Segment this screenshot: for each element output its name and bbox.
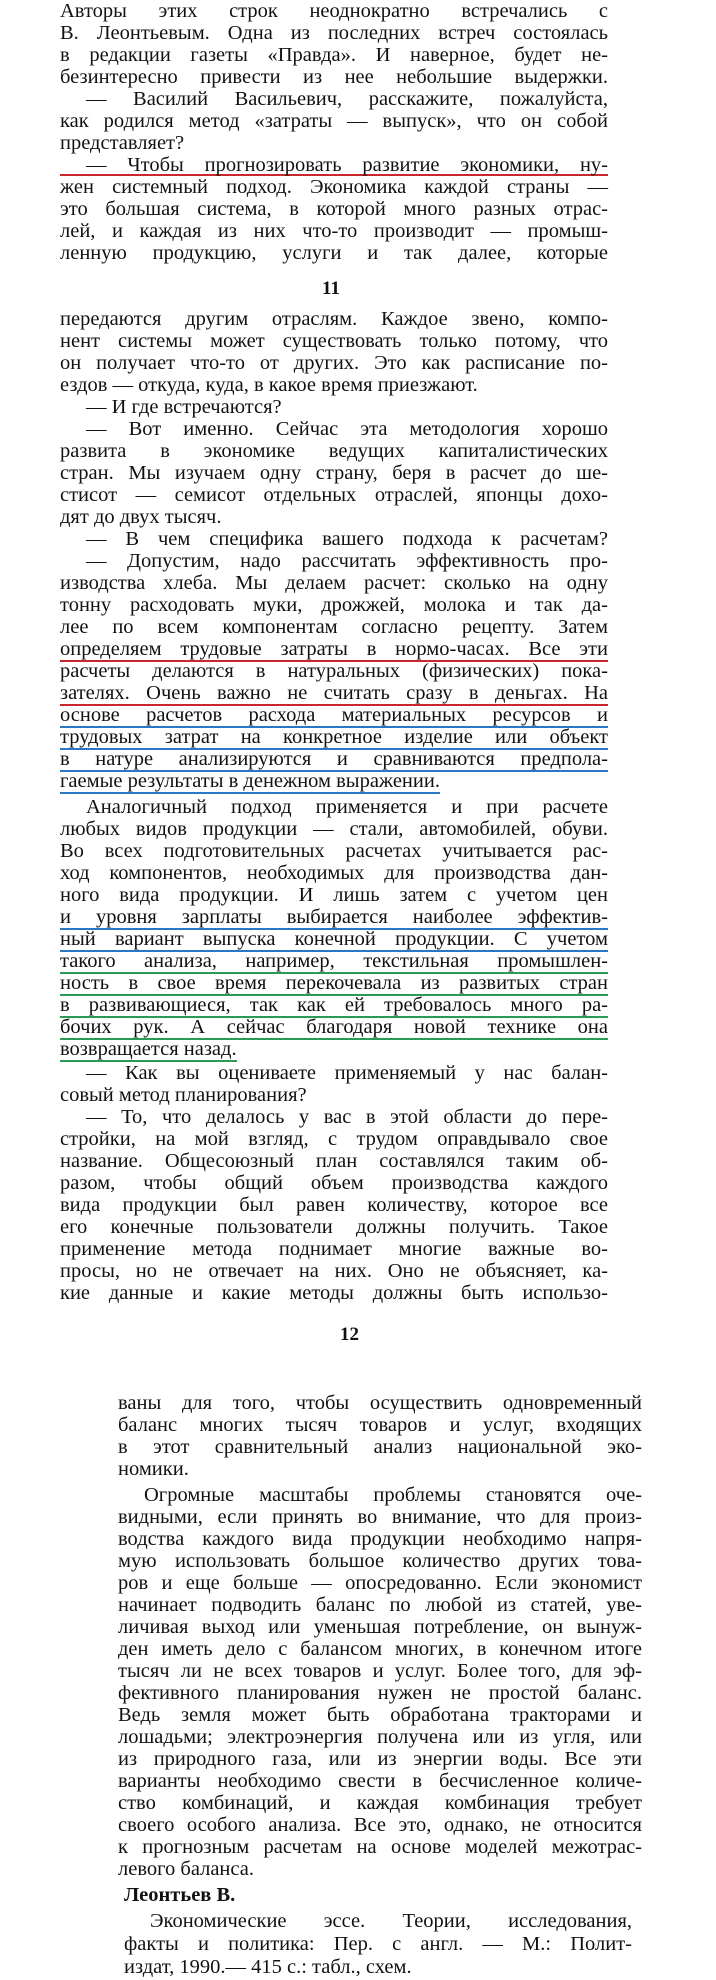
text-line: лее по всем компонентам согласно рецепту. Затем bbox=[60, 616, 608, 638]
text-line: стран. Мы изучаем одну страну, беря в расчет до ше- bbox=[60, 462, 608, 484]
text-line: совый метод планирования? bbox=[60, 1084, 307, 1106]
text-line: вида продукции был равен количеству, которое все bbox=[60, 1194, 608, 1216]
text-line: ство комбинаций, и каждая комбинация требует bbox=[118, 1792, 642, 1814]
text-line: в редакции газеты «Правда». И наверное, будет не- bbox=[60, 44, 608, 66]
text-line: — Василий Васильевич, расскажите, пожалуйста, bbox=[86, 88, 608, 110]
text-line: баланс многих тысяч товаров и услуг, входящих bbox=[118, 1414, 642, 1436]
text-line: он получает что-то от других. Это как расписание по- bbox=[60, 352, 608, 374]
text-line: водства каждого вида продукции необходимо напря- bbox=[118, 1528, 642, 1550]
text-line: — В чем специфика вашего подхода к расчетам? bbox=[86, 528, 608, 550]
text-line: ден иметь дело с балансом многих, в конечном итоге bbox=[118, 1638, 642, 1660]
text-line-highlighted: зателях. Очень важно не считать сразу в деньгах. На bbox=[60, 682, 608, 704]
text-line: просы, но не отвечает на них. Оно не объясняет, ка- bbox=[60, 1260, 608, 1282]
text-line: ного вида продукции. И лишь затем с учетом цен bbox=[60, 884, 608, 906]
text-line: жен системный подход. Экономика каждой страны — bbox=[60, 176, 608, 198]
text-line: тонну расходовать муки, дрожжей, молока и так да- bbox=[60, 594, 608, 616]
text-line: видными, если принять во внимание, что для произ- bbox=[118, 1506, 642, 1528]
text-line: стисот — семисот отдельных отраслей, японцы дохо- bbox=[60, 484, 608, 506]
text-line: ваны для того, чтобы осуществить одновременный bbox=[118, 1392, 642, 1414]
text-line-highlighted: трудовых затрат на конкретное изделие или объект bbox=[60, 726, 608, 748]
text-line: Огромные масштабы проблемы становятся оче- bbox=[144, 1484, 642, 1506]
text-line: кие данные и какие методы должны быть использо- bbox=[60, 1282, 608, 1304]
text-line: номики. bbox=[118, 1458, 189, 1480]
text-line: стройки, на мой взгляд, с трудом оправдывало свое bbox=[60, 1128, 608, 1150]
text-line-highlighted: возвращается назад. bbox=[60, 1038, 237, 1060]
text-line: к прогнозным расчетам на основе моделей межотрас- bbox=[118, 1836, 642, 1858]
bib-line: издат, 1990.— 415 с.: табл., схем. bbox=[124, 1956, 412, 1978]
text-line: применение метода поднимает многие важные во- bbox=[60, 1238, 608, 1260]
text-line: нент системы может существовать только потому, что bbox=[60, 330, 608, 352]
text-line: ездов — откуда, куда, в какое время приезжают. bbox=[60, 374, 478, 396]
page-number: 11 bbox=[322, 278, 340, 299]
text-line: передаются другим отраслям. Каждое звено, компо- bbox=[60, 308, 608, 330]
text-line-highlighted: в натуре анализируются и сравниваются предпола- bbox=[60, 748, 608, 770]
text-line: — Вот именно. Сейчас эта методология хорошо bbox=[86, 418, 608, 440]
text-line: ров и еще больше — опосредованно. Если экономист bbox=[118, 1572, 642, 1594]
text-line: развита в экономике ведущих капиталистических bbox=[60, 440, 608, 462]
text-line: — Как вы оцениваете применяемый у нас балан- bbox=[86, 1062, 608, 1084]
text-line: В. Леонтьевым. Одна из последних встреч состоялась bbox=[60, 22, 608, 44]
text-line: лошадьми; электроэнергия получена или из угля, или bbox=[118, 1726, 642, 1748]
text-line: это большая система, в которой много разных отрас- bbox=[60, 198, 608, 220]
text-line: — И где встречаются? bbox=[86, 396, 282, 418]
text-line: Ведь земля может быть обработана тракторами и bbox=[118, 1704, 642, 1726]
text-line-highlighted: ность в свое время перекочевала из развитых стран bbox=[60, 972, 608, 994]
text-line: мую использовать большое количество других това- bbox=[118, 1550, 642, 1572]
text-line-highlighted: гаемые результаты в денежном выражении. bbox=[60, 770, 440, 792]
text-line: из природного газа, или из энергии воды. Все эти bbox=[118, 1748, 642, 1770]
text-line: начинает подводить баланс по любой из статей, уве- bbox=[118, 1594, 642, 1616]
text-line: ленную продукцию, услуги и так далее, которые bbox=[60, 242, 608, 264]
text-line-highlighted: такого анализа, например, текстильная промышлен- bbox=[60, 950, 608, 972]
text-line: лей, и каждая из них что-то производит — промыш- bbox=[60, 220, 608, 242]
text-line-highlighted: ный вариант выпуска конечной продукции. С учетом bbox=[60, 928, 608, 950]
text-line: безинтересно привести из нее небольшие выдержки. bbox=[60, 66, 608, 88]
text-line: любых видов продукции — стали, автомобилей, обуви. bbox=[60, 818, 608, 840]
text-line-highlighted: бочих рук. А сейчас благодаря новой технике она bbox=[60, 1016, 608, 1038]
text-line-highlighted: определяем трудовые затраты в нормо-часах. Все эти bbox=[60, 638, 608, 660]
text-line-highlighted: в развивающиеся, так как ей требовалось много ра- bbox=[60, 994, 608, 1016]
text-line: тысяч ли не всех товаров и услуг. Более того, для эф- bbox=[118, 1660, 642, 1682]
text-line: в этот сравнительный анализ национальной эко- bbox=[118, 1436, 642, 1458]
bib-line: Экономические эссе. Теории, исследования, bbox=[150, 1910, 632, 1932]
text-line: — То, что делалось у вас в этой области до пере- bbox=[86, 1106, 608, 1128]
text-line: Авторы этих строк неоднократно встречались с bbox=[60, 0, 608, 22]
text-line-highlighted: — Чтобы прогнозировать развитие экономики, ну- bbox=[60, 154, 608, 176]
text-line: Во всех подготовительных расчетах учитывается рас- bbox=[60, 840, 608, 862]
text-line: название. Общесоюзный план составлялся таким об- bbox=[60, 1150, 608, 1172]
text-line-highlighted: основе расчетов расхода материальных ресурсов и bbox=[60, 704, 608, 726]
text-line: как родился метод «затраты — выпуск», что он собой bbox=[60, 110, 608, 132]
text-line: фективного планирования нужен не простой баланс. bbox=[118, 1682, 642, 1704]
text-line: расчеты делаются в натуральных (физических) пока- bbox=[60, 660, 608, 682]
text-line-highlighted: и уровня зарплаты выбирается наиболее эффектив- bbox=[60, 906, 608, 928]
text-line: Аналогичный подход применяется и при расчете bbox=[86, 796, 608, 818]
bib-author: Леонтьев В. bbox=[124, 1884, 236, 1906]
text-line: дят до двух тысяч. bbox=[60, 506, 222, 528]
text-line: изводства хлеба. Мы делаем расчет: сколько на одну bbox=[60, 572, 608, 594]
text-line: представляет? bbox=[60, 132, 185, 154]
text-line: — Допустим, надо рассчитать эффективность про- bbox=[86, 550, 608, 572]
text-line: разом, чтобы общий объем производства каждого bbox=[60, 1172, 608, 1194]
text-line: личивая выход или уменьшая потребление, он вынуж- bbox=[118, 1616, 642, 1638]
page-number: 12 bbox=[340, 1324, 359, 1345]
text-line: ход компонентов, необходимых для производства дан- bbox=[60, 862, 608, 884]
text-line: своего особого анализа. Все это, однако, не относится bbox=[118, 1814, 642, 1836]
text-line: его конечные пользователи должны получить. Такое bbox=[60, 1216, 608, 1238]
text-line: варианты необходимо свести в бесчисленное количе- bbox=[118, 1770, 642, 1792]
bib-line: факты и политика: Пер. с англ. — М.: Полит- bbox=[124, 1933, 632, 1955]
text-line: левого баланса. bbox=[118, 1858, 254, 1880]
